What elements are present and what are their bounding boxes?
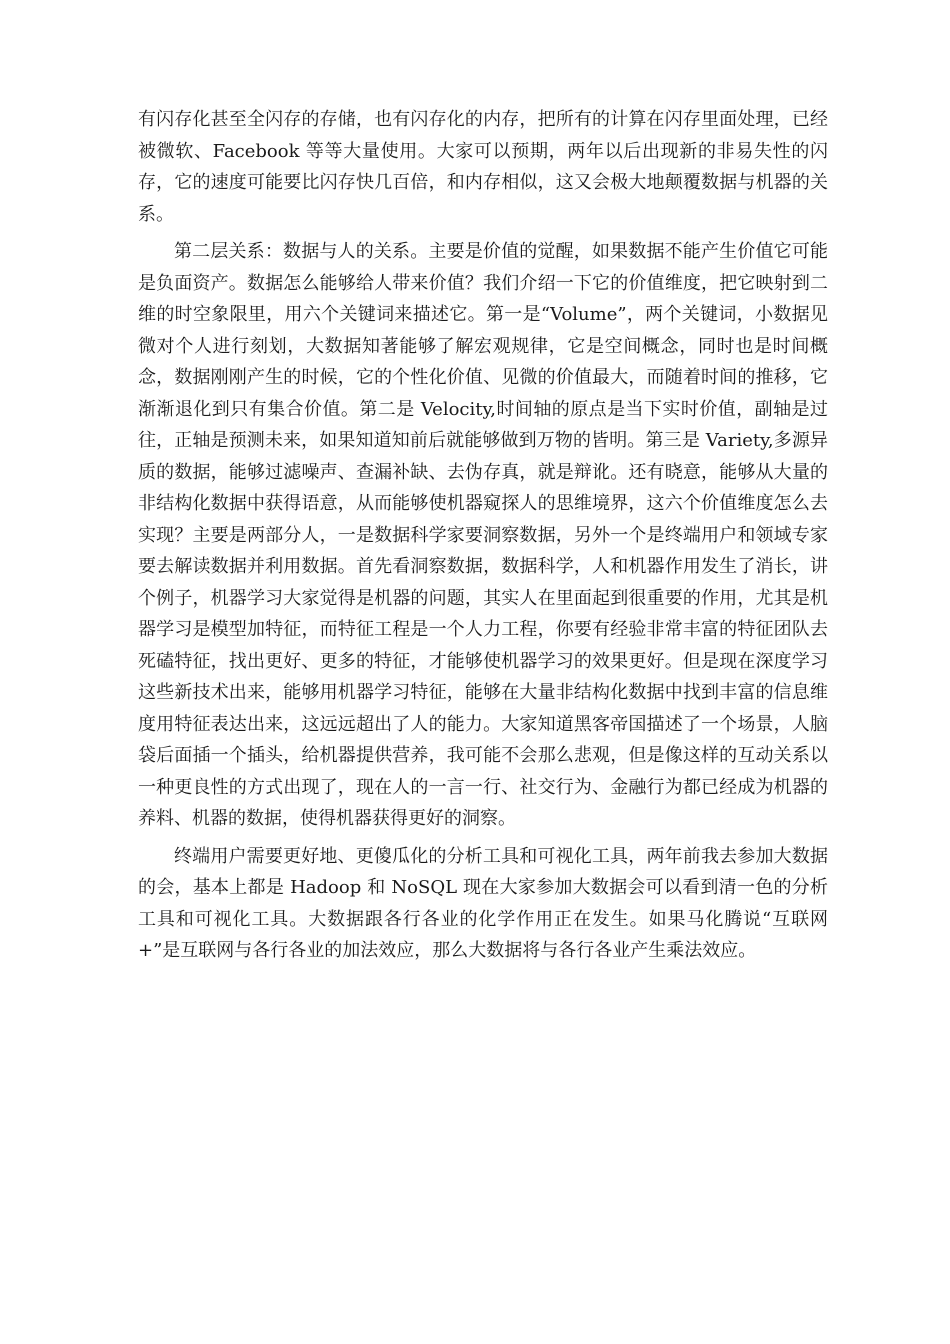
document-body — [138, 104, 828, 973]
paragraph-3: 终端用户需要更好地、更傻瓜化的分析工具和可视化工具，两年前我去参加大数据的会，基本上都是 Hadoop 和 NoSQL 现在大家参加大数据会可以看到清一色的分析工具和可视化工具。大数据跟各行各业的化学作用正在发生。如果马化腾说“互联网+”是互联网与各行各业的加法效应，那么大数据将与各行各业产生乘法效应。 — [138, 845, 828, 961]
paragraph-1: 有闪存化甚至全闪存的存储，也有闪存化的内存，把所有的计算在闪存里面处理，已经被微软、Facebook 等等大量使用。大家可以预期，两年以后出现新的非易失性的闪存，它的速度可能要比闪存快几百倍，和内存相似，这又会极大地颠覆数据与机器的关系。 — [138, 109, 828, 225]
paragraph-2: 第二层关系：数据与人的关系。主要是价值的觉醒，如果数据不能产生价值它可能是负面资产。数据怎么能够给人带来价值？我们介绍一下它的价值维度，把它映射到二维的时空象限里，用六个关键词来描述它。第一是“Volume”，两个关键词，小数据见微对个人进行刻划，大数据知著能够了解宏观规律，它是空间概念，同时也是时间概念，数据刚刚产生的时候，它的个性化价值、见微的价值最大，而随着时间的推移，它渐渐退化到只有集合价值。第二是 Velocity,时间轴的原点是当下实时价值，副轴是过往，正轴是预测未来，如果知道知前后就能够做到万物的皆明。第三是 Variety,多源异质的数据，能够过滤噪声、查漏补缺、去伪存真，就是辩讹。还有晓意，能够从大量的非结构化数据中获得语意，从而能够使机器窥探人的思维境界，这六个价值维度怎么去实现？主要是两部分人，一是数据科学家要洞察数据，另外一个是终端用户和领域专家要去解读数据并利用数据。首先看洞察数据，数据科学，人和机器作用发生了消长，讲个例子，机器学习大家觉得是机器的问题，其实人在里面起到很重要的作用，尤其是机器学习是模型加特征，而特征工程是一个人力工程，你要有经验非常丰富的特征团队去死磕特征，找出更好、更多的特征，才能够使机器学习的效果更好。但是现在深度学习这些新技术出来，能够用机器学习特征，能够在大量非结构化数据中找到丰富的信息维度用特征表达出来，这远远超出了人的能力。大家知道黑客帝国描述了一个场景，人脑袋后面插一个插头，给机器提供营养，我可能不会那么悲观，但是像这样的互动关系以一种更良性的方式出现了，现在人的一言一行、社交行为、金融行为都已经成为机器的养料、机器的数据，使得机器获得更好的洞察。 — [138, 241, 828, 829]
